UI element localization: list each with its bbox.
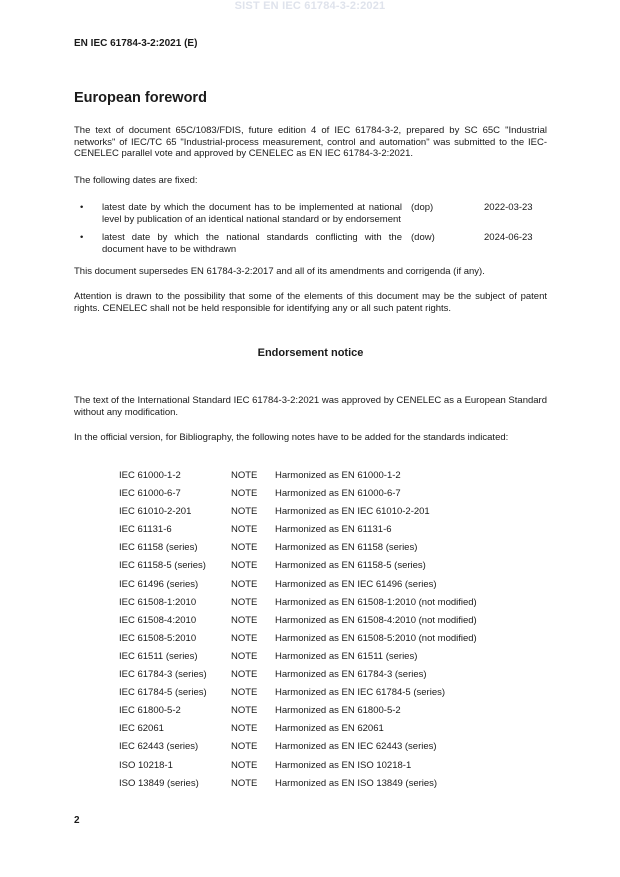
note-row: [119, 524, 539, 542]
note-text: Harmonized as EN 62061: [275, 723, 384, 735]
note-text: Harmonized as EN 61158 (series): [275, 542, 418, 554]
note-label: NOTE: [231, 578, 258, 590]
foreword-paragraph-1: The text of document 65C/1083/FDIS, future edition 4 of IEC 61784-3-2, prepared by SC 65C "Industrial networks" of IEC/TC 65 "Industrial-process measurement, control and automation" was submitted to the IEC-CENELEC parallel vote and approved by CENELEC as EN IEC 61784-3-2:2021.: [74, 125, 547, 159]
note-standard: IEC 62443 (series): [119, 741, 199, 753]
foreword-paragraph-2: The following dates are fixed:: [74, 175, 198, 186]
note-row: [119, 651, 539, 669]
note-label: NOTE: [231, 596, 258, 608]
note-label: NOTE: [231, 777, 258, 789]
note-text: Harmonized as EN 61131-6: [275, 524, 392, 536]
note-standard: IEC 61010-2-201: [119, 506, 192, 518]
bullet-code: (dow): [411, 232, 435, 243]
bullet-line-2: level by publication of an identical national standard or by endorsement: [102, 213, 401, 225]
note-text: Harmonized as EN 61784-3 (series): [275, 669, 427, 681]
note-row: [119, 579, 539, 597]
endorsement-paragraph-1: The text of the International Standard IEC 61784-3-2:2021 was approved by CENELEC as a European Standard without any modification.: [74, 395, 547, 418]
note-standard: IEC 61784-3 (series): [119, 669, 207, 681]
note-standard: IEC 61508-5:2010: [119, 632, 197, 644]
note-text: Harmonized as EN IEC 61784-5 (series): [275, 687, 446, 699]
note-label: NOTE: [231, 560, 258, 572]
bullet-line-1: latest date by which the national standards conflicting with the: [102, 232, 402, 243]
foreword-title: European foreword: [74, 90, 207, 106]
note-text: Harmonized as EN ISO 10218-1: [275, 759, 412, 771]
bullet-marker: •: [80, 202, 84, 213]
note-standard: ISO 13849 (series): [119, 777, 199, 789]
note-text: Harmonized as EN 61158-5 (series): [275, 560, 426, 572]
note-label: NOTE: [231, 506, 258, 518]
note-standard: IEC 61131-6: [119, 524, 172, 536]
note-label: NOTE: [231, 759, 258, 771]
note-row: [119, 542, 539, 560]
bullet-marker: •: [80, 232, 84, 243]
note-standard: IEC 61800-5-2: [119, 705, 181, 717]
note-standard: IEC 61784-5 (series): [119, 687, 207, 699]
note-text: Harmonized as EN 61508-1:2010 (not modified): [275, 596, 477, 608]
document-id: EN IEC 61784-3-2:2021 (E): [74, 38, 198, 49]
note-row: [119, 687, 539, 705]
note-standard: IEC 62061: [119, 723, 164, 735]
note-text: Harmonized as EN 61800-5-2: [275, 705, 401, 717]
note-standard: IEC 61158-5 (series): [119, 560, 206, 572]
note-text: Harmonized as EN 61508-5:2010 (not modified): [275, 632, 477, 644]
bullet-date: 2022-03-23: [484, 202, 533, 213]
note-label: NOTE: [231, 632, 258, 644]
note-row: [119, 633, 539, 651]
note-text: Harmonized as EN IEC 61010-2-201: [275, 506, 430, 518]
note-row: [119, 760, 539, 778]
note-label: NOTE: [231, 669, 258, 681]
note-row: [119, 741, 539, 759]
note-row: [119, 615, 539, 633]
foreword-paragraph-4: Attention is drawn to the possibility that some of the elements of this document may be the subject of patent rights. CENELEC shall not be held responsible for identifying any or all such patent rights.: [74, 291, 547, 314]
page-number: 2: [74, 815, 80, 826]
note-text: Harmonized as EN IEC 61496 (series): [275, 578, 437, 590]
note-standard: IEC 61158 (series): [119, 542, 198, 554]
note-standard: IEC 61508-4:2010: [119, 614, 197, 626]
endorsement-title: Endorsement notice: [257, 347, 364, 359]
note-text: Harmonized as EN 61511 (series): [275, 650, 418, 662]
bullet-line-2: document have to be withdrawn: [102, 243, 237, 255]
note-standard: IEC 61511 (series): [119, 650, 198, 662]
note-label: NOTE: [231, 705, 258, 717]
note-label: NOTE: [231, 524, 258, 536]
note-label: NOTE: [231, 723, 258, 735]
note-standard: IEC 61496 (series): [119, 578, 199, 590]
note-text: Harmonized as EN ISO 13849 (series): [275, 777, 438, 789]
note-label: NOTE: [231, 488, 258, 500]
note-text: Harmonized as EN 61000-1-2: [275, 470, 401, 481]
note-text: Harmonized as EN 61000-6-7: [275, 488, 401, 500]
note-standard: IEC 61000-1-2: [119, 470, 181, 481]
note-row: [119, 669, 539, 687]
note-row: [119, 705, 539, 723]
note-label: NOTE: [231, 542, 258, 554]
note-text: Harmonized as EN IEC 62443 (series): [275, 741, 437, 753]
note-label: NOTE: [231, 687, 258, 699]
bullet-line-1: latest date by which the document has to be implemented at national: [102, 202, 402, 213]
note-row: [119, 506, 539, 524]
note-row: [119, 560, 539, 578]
note-standard: ISO 10218-1: [119, 759, 173, 771]
note-label: NOTE: [231, 470, 258, 481]
note-row: [119, 597, 539, 615]
bullet-code: (dop): [411, 202, 434, 213]
bibliography-notes-list: [119, 470, 539, 796]
note-standard: IEC 61000-6-7: [119, 488, 181, 500]
endorsement-paragraph-2: In the official version, for Bibliography, the following notes have to be added for the standards indicated:: [74, 432, 509, 443]
note-label: NOTE: [231, 650, 258, 662]
note-label: NOTE: [231, 614, 258, 626]
note-row: [119, 488, 539, 506]
note-label: NOTE: [231, 741, 258, 753]
note-row: [119, 723, 539, 741]
bullet-date: 2024-06-23: [484, 232, 533, 243]
note-row: [119, 470, 539, 488]
watermark: SIST EN IEC 61784-3-2:2021: [234, 0, 386, 12]
note-row: [119, 778, 539, 796]
note-text: Harmonized as EN 61508-4:2010 (not modified): [275, 614, 477, 626]
note-standard: IEC 61508-1:2010: [119, 596, 197, 608]
foreword-paragraph-3: This document supersedes EN 61784-3-2:2017 and all of its amendments and corrigenda (if any).: [74, 266, 485, 277]
